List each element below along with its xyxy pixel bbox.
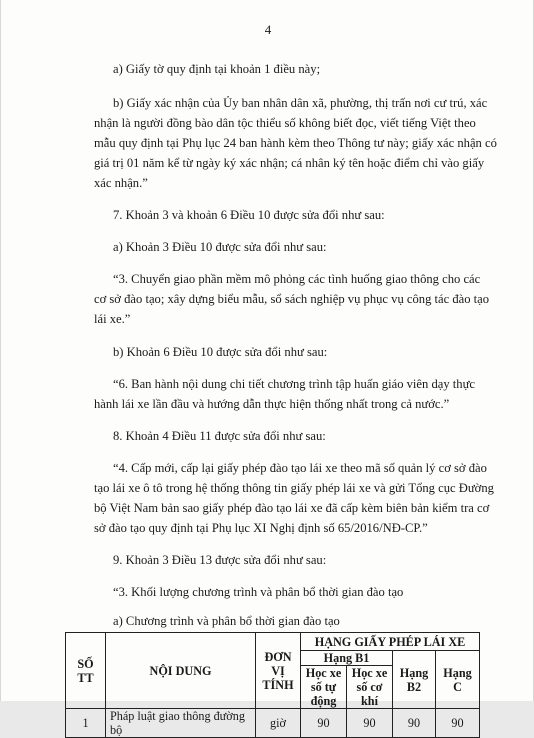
paragraph-line: xác nhận.” (94, 176, 148, 190)
row-stt: 1 (66, 709, 106, 738)
paragraph-line: b) Giấy xác nhận của Ủy ban nhân dân xã, phường, thị trấn nơi cư trú, xác (113, 96, 488, 110)
paragraph-line: bộ Việt Nam bản sao giấy phép đào tạo lái xe đã cấp kèm biên bản kiểm tra cơ (94, 501, 490, 515)
paragraph-line: 9. Khoản 3 Điều 13 được sửa đổi như sau: (113, 553, 327, 567)
paragraph-line: tạo lái xe ô tô trong hệ thống thông tin giấy phép lái xe và gửi Tổng cục Đường (94, 481, 494, 495)
b1-manual-header-line: số cơ (356, 680, 383, 694)
paragraph-line: mẫu quy định tại Phụ lục 24 ban hành kèm theo Thông tư này; giấy xác nhận có (94, 136, 497, 150)
b1-manual-header (347, 666, 393, 709)
stt-header-line: TT (77, 670, 94, 685)
b1-header (301, 651, 393, 666)
stt-header (66, 633, 106, 709)
b1-auto-header-line: Học xe (305, 666, 342, 680)
paragraph-line: “6. Ban hành nội dung chi tiết chương trình tập huấn giáo viên dạy thực (113, 377, 476, 391)
paragraph-line: “3. Khối lượng chương trình và phân bổ thời gian đào tạo (113, 585, 404, 599)
row-content-line: bộ (110, 723, 123, 737)
content-header (106, 633, 256, 709)
unit-header (256, 633, 301, 709)
paragraph-line: giá trị 01 năm kể từ ngày ký xác nhận; cá nhân ký tên hoặc điểm chỉ vào giấy (94, 156, 485, 170)
b1-manual-header-line: khí (361, 694, 378, 708)
paragraph-line: “3. Chuyển giao phần mềm mô phỏng các tình huống giao thông cho các (113, 272, 481, 286)
b2-header-line: Hạng (399, 665, 429, 680)
page-number: 4 (264, 22, 272, 37)
row-b1-auto: 90 (301, 709, 347, 738)
table-row (66, 709, 480, 738)
paragraph-line: a) Chương trình và phân bổ thời gian đào tạo (113, 614, 340, 628)
unit-header-line: ĐƠN (264, 649, 292, 664)
paragraph-line: cơ sở đào tạo; xây dựng biểu mẫu, sổ sách nghiệp vụ phục vụ công tác đào tạo (94, 292, 490, 306)
b1-auto-header (301, 666, 347, 709)
paragraph-line: nhận là người đồng bào dân tộc thiểu số không biết đọc, viết tiếng Việt theo (94, 116, 476, 130)
row-content-line: Pháp luật giao thông đường (110, 709, 245, 723)
c-header-line: Hạng (443, 665, 472, 680)
b1-manual-header-line: Học xe (351, 666, 388, 680)
paragraph-line: lái xe.” (94, 312, 131, 326)
paragraph-line: 8. Khoản 4 Điều 11 được sửa đổi như sau: (113, 429, 326, 443)
row-unit: giờ (256, 709, 301, 738)
b1-auto-header-line: động (310, 694, 337, 708)
stt-header-line: SỐ (77, 656, 94, 671)
c-header-line: C (453, 679, 462, 694)
paragraph-line: hành lái xe lần đầu và hướng dẫn thực hiện thống nhất trong cả nước.” (94, 397, 450, 411)
b2-header (393, 651, 436, 709)
paragraph-line: 7. Khoản 3 và khoản 6 Điều 10 được sửa đổi như sau: (113, 208, 385, 222)
unit-header-line: TÍNH (262, 677, 294, 692)
b2-header-line: B2 (406, 679, 422, 694)
paragraph-line: sở đào tạo quy định tại Phụ lục XI Nghị định số 65/2016/NĐ-CP.” (94, 521, 428, 535)
b1-auto-header-line: số tự (310, 680, 337, 694)
row-content (106, 709, 256, 738)
row-b2: 90 (393, 709, 436, 738)
paragraph-line: a) Khoản 3 Điều 10 được sửa đổi như sau: (113, 240, 327, 254)
b1-header-label: Hạng B1 (323, 651, 370, 665)
paragraph-line: “4. Cấp mới, cấp lại giấy phép đào tạo lái xe theo mã số quản lý cơ sở đào (113, 461, 487, 475)
row-c: 90 (436, 709, 480, 738)
row-b1-manual: 90 (347, 709, 393, 738)
paragraph-line: b) Khoản 6 Điều 10 được sửa đổi như sau: (113, 345, 328, 359)
unit-header-line: VỊ (271, 663, 285, 678)
license-group-header (301, 633, 480, 651)
c-header (436, 651, 480, 709)
training-time-table (65, 632, 480, 738)
content-header-label: NỘI DUNG (149, 663, 212, 678)
license-group-label: HẠNG GIẤY PHÉP LÁI XE (314, 634, 466, 649)
paragraph-line: a) Giấy tờ quy định tại khoản 1 điều này; (113, 62, 321, 76)
